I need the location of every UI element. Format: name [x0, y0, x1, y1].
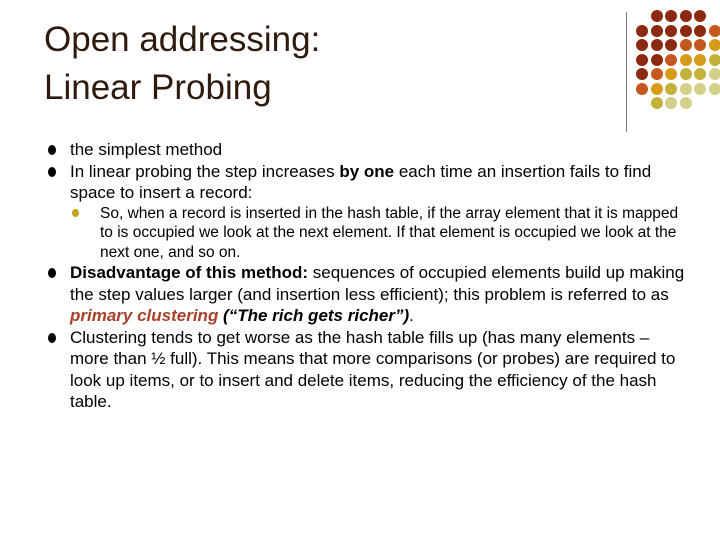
- bullet-text: In linear probing the step increases: [70, 161, 340, 181]
- decorative-dot: [680, 83, 692, 95]
- sub-bullet-dot-icon: [72, 209, 79, 217]
- decorative-dot: [651, 10, 663, 22]
- bullet-text: the simplest method: [70, 140, 223, 159]
- vertical-divider: [626, 12, 627, 132]
- decorative-dot: [694, 54, 706, 66]
- decorative-dot: [665, 25, 677, 37]
- bullet-quote: (“The rich gets richer”): [218, 306, 410, 325]
- decorative-dot: [709, 54, 720, 66]
- decorative-dot: [709, 68, 720, 80]
- decorative-dot: [694, 68, 706, 80]
- decorative-dot-grid: [636, 10, 720, 110]
- bullet-dot-icon: [48, 333, 56, 343]
- bullet-text: .: [409, 306, 414, 325]
- bullet-text: each time an insertion fails to find space to insert a record:: [70, 161, 652, 202]
- decorative-dot: [651, 25, 663, 37]
- decorative-dot: [709, 39, 720, 51]
- bullet-item-3: [48, 262, 688, 327]
- title-line-2: Linear Probing: [44, 68, 272, 107]
- decorative-dot: [651, 54, 663, 66]
- decorative-dot: [709, 25, 720, 37]
- decorative-dot: [665, 10, 677, 22]
- sub-bullet-item: [72, 204, 688, 263]
- decorative-dot: [651, 39, 663, 51]
- bullet-text: sequences of occupied elements build up making the step values larger (and insertion less efficient); this problem is referred to as: [70, 263, 685, 304]
- slide-title: [44, 16, 320, 112]
- decorative-dot: [665, 54, 677, 66]
- decorative-dot: [651, 83, 663, 95]
- decorative-dot: [694, 10, 706, 22]
- decorative-dot: [636, 54, 648, 66]
- decorative-dot: [665, 97, 677, 109]
- bullet-item-1: [48, 139, 688, 161]
- bullet-strong-text: Disadvantage of this method:: [70, 263, 309, 282]
- decorative-dot: [680, 10, 692, 22]
- title-line-1: Open addressing:: [44, 20, 321, 59]
- bullet-item-2: [48, 161, 688, 263]
- bullet-item-4: [48, 327, 688, 413]
- bullet-text: Clustering tends to get worse as the hash table fills up (has many elements – more than ½ full). This means that more comparisons (or probes) are required to look up items, or to insert and delete items, reducing the efficiency of the hash table.: [70, 327, 676, 411]
- decorative-dot: [651, 97, 663, 109]
- decorative-dot: [651, 68, 663, 80]
- decorative-dot: [636, 25, 648, 37]
- emphasis-term: primary clustering: [70, 306, 219, 325]
- decorative-dot: [636, 83, 648, 95]
- decorative-dot: [665, 83, 677, 95]
- bullet-dot-icon: [48, 268, 56, 278]
- decorative-dot: [694, 83, 706, 95]
- bullet-strong-text: by one: [339, 161, 395, 181]
- bullet-dot-icon: [48, 167, 56, 177]
- sub-bullet-text: So, when a record is inserted in the hash table, if the array element that it is mapped to is occupied we look at the next element. If that element is occupied we look at the next one, and so on.: [100, 204, 679, 261]
- decorative-dot: [665, 39, 677, 51]
- decorative-dot: [636, 39, 648, 51]
- decorative-dot: [694, 25, 706, 37]
- decorative-dot: [665, 68, 677, 80]
- decorative-dot: [680, 68, 692, 80]
- bullet-list: [48, 139, 688, 413]
- bullet-dot-icon: [48, 145, 56, 155]
- decorative-dot: [680, 39, 692, 51]
- decorative-dot: [680, 54, 692, 66]
- decorative-dot: [680, 97, 692, 109]
- decorative-dot: [680, 25, 692, 37]
- decorative-dot: [709, 83, 720, 95]
- decorative-dot: [636, 68, 648, 80]
- decorative-dot: [694, 39, 706, 51]
